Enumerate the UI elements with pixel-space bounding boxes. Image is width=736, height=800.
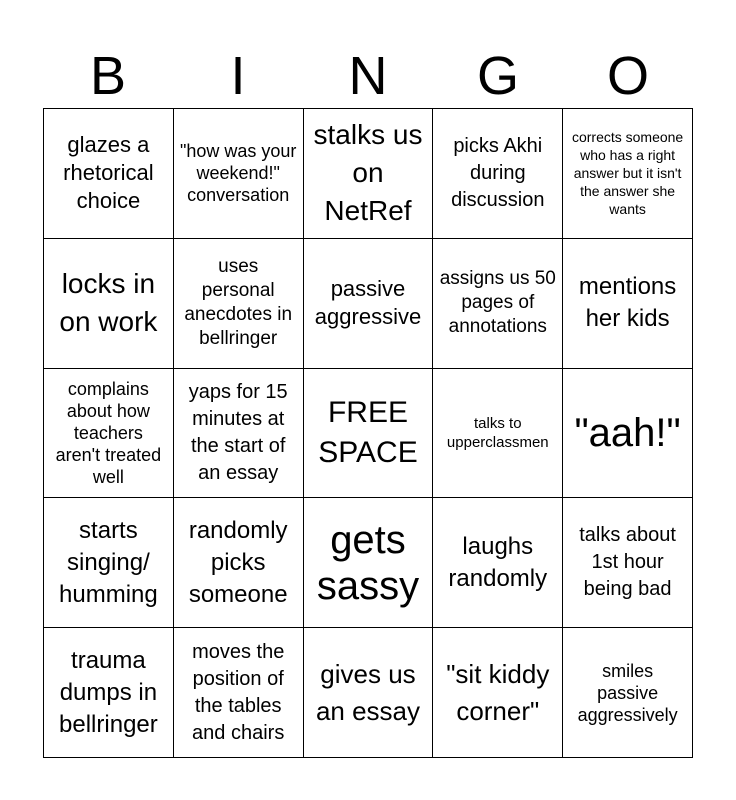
bingo-cell[interactable]: locks in on work bbox=[44, 238, 174, 368]
bingo-cell[interactable]: yaps for 15 minutes at the start of an essay bbox=[173, 368, 303, 498]
header-letter-o: O bbox=[606, 46, 649, 106]
bingo-cell[interactable]: starts singing/ humming bbox=[44, 498, 174, 628]
bingo-cell[interactable]: "sit kiddy corner" bbox=[433, 628, 563, 758]
bingo-cell[interactable]: complains about how teachers aren't treated well bbox=[44, 368, 174, 498]
bingo-cell[interactable]: uses personal anecdotes in bellringer bbox=[173, 238, 303, 368]
board-row bbox=[44, 109, 693, 239]
header-letter-n: N bbox=[348, 46, 388, 106]
board-row bbox=[44, 498, 693, 628]
bingo-cell[interactable]: glazes a rhetorical choice bbox=[44, 109, 174, 239]
board-row bbox=[44, 238, 693, 368]
board-row bbox=[44, 368, 693, 498]
bingo-cell[interactable]: randomly picks someone bbox=[173, 498, 303, 628]
bingo-cell[interactable]: trauma dumps in bellringer bbox=[44, 628, 174, 758]
bingo-cell[interactable]: passive aggressive bbox=[303, 238, 433, 368]
bingo-cell[interactable]: talks to upperclassmen bbox=[433, 368, 563, 498]
bingo-board bbox=[43, 108, 693, 758]
bingo-cell[interactable]: corrects someone who has a right answer but it isn't the answer she wants bbox=[563, 109, 693, 239]
bingo-cell[interactable]: gets sassy bbox=[303, 498, 433, 628]
bingo-cell[interactable]: "aah!" bbox=[563, 368, 693, 498]
bingo-header bbox=[43, 44, 693, 108]
header-letter-i: I bbox=[230, 46, 246, 106]
header-letter-b: B bbox=[89, 46, 127, 106]
bingo-cell[interactable]: assigns us 50 pages of annotations bbox=[433, 238, 563, 368]
board-row bbox=[44, 628, 693, 758]
bingo-cell[interactable]: moves the position of the tables and chairs bbox=[173, 628, 303, 758]
bingo-cell[interactable]: mentions her kids bbox=[563, 238, 693, 368]
bingo-cell[interactable]: "how was your weekend!" conversation bbox=[173, 109, 303, 239]
bingo-cell[interactable]: stalks us on NetRef bbox=[303, 109, 433, 239]
free-space-cell[interactable]: FREE SPACE bbox=[303, 368, 433, 498]
bingo-cell[interactable]: talks about 1st hour being bad bbox=[563, 498, 693, 628]
bingo-cell[interactable]: gives us an essay bbox=[303, 628, 433, 758]
bingo-cell[interactable]: laughs randomly bbox=[433, 498, 563, 628]
bingo-cell[interactable]: smiles passive aggressively bbox=[563, 628, 693, 758]
bingo-cell[interactable]: picks Akhi during discussion bbox=[433, 109, 563, 239]
header-letter-g: G bbox=[476, 46, 519, 106]
